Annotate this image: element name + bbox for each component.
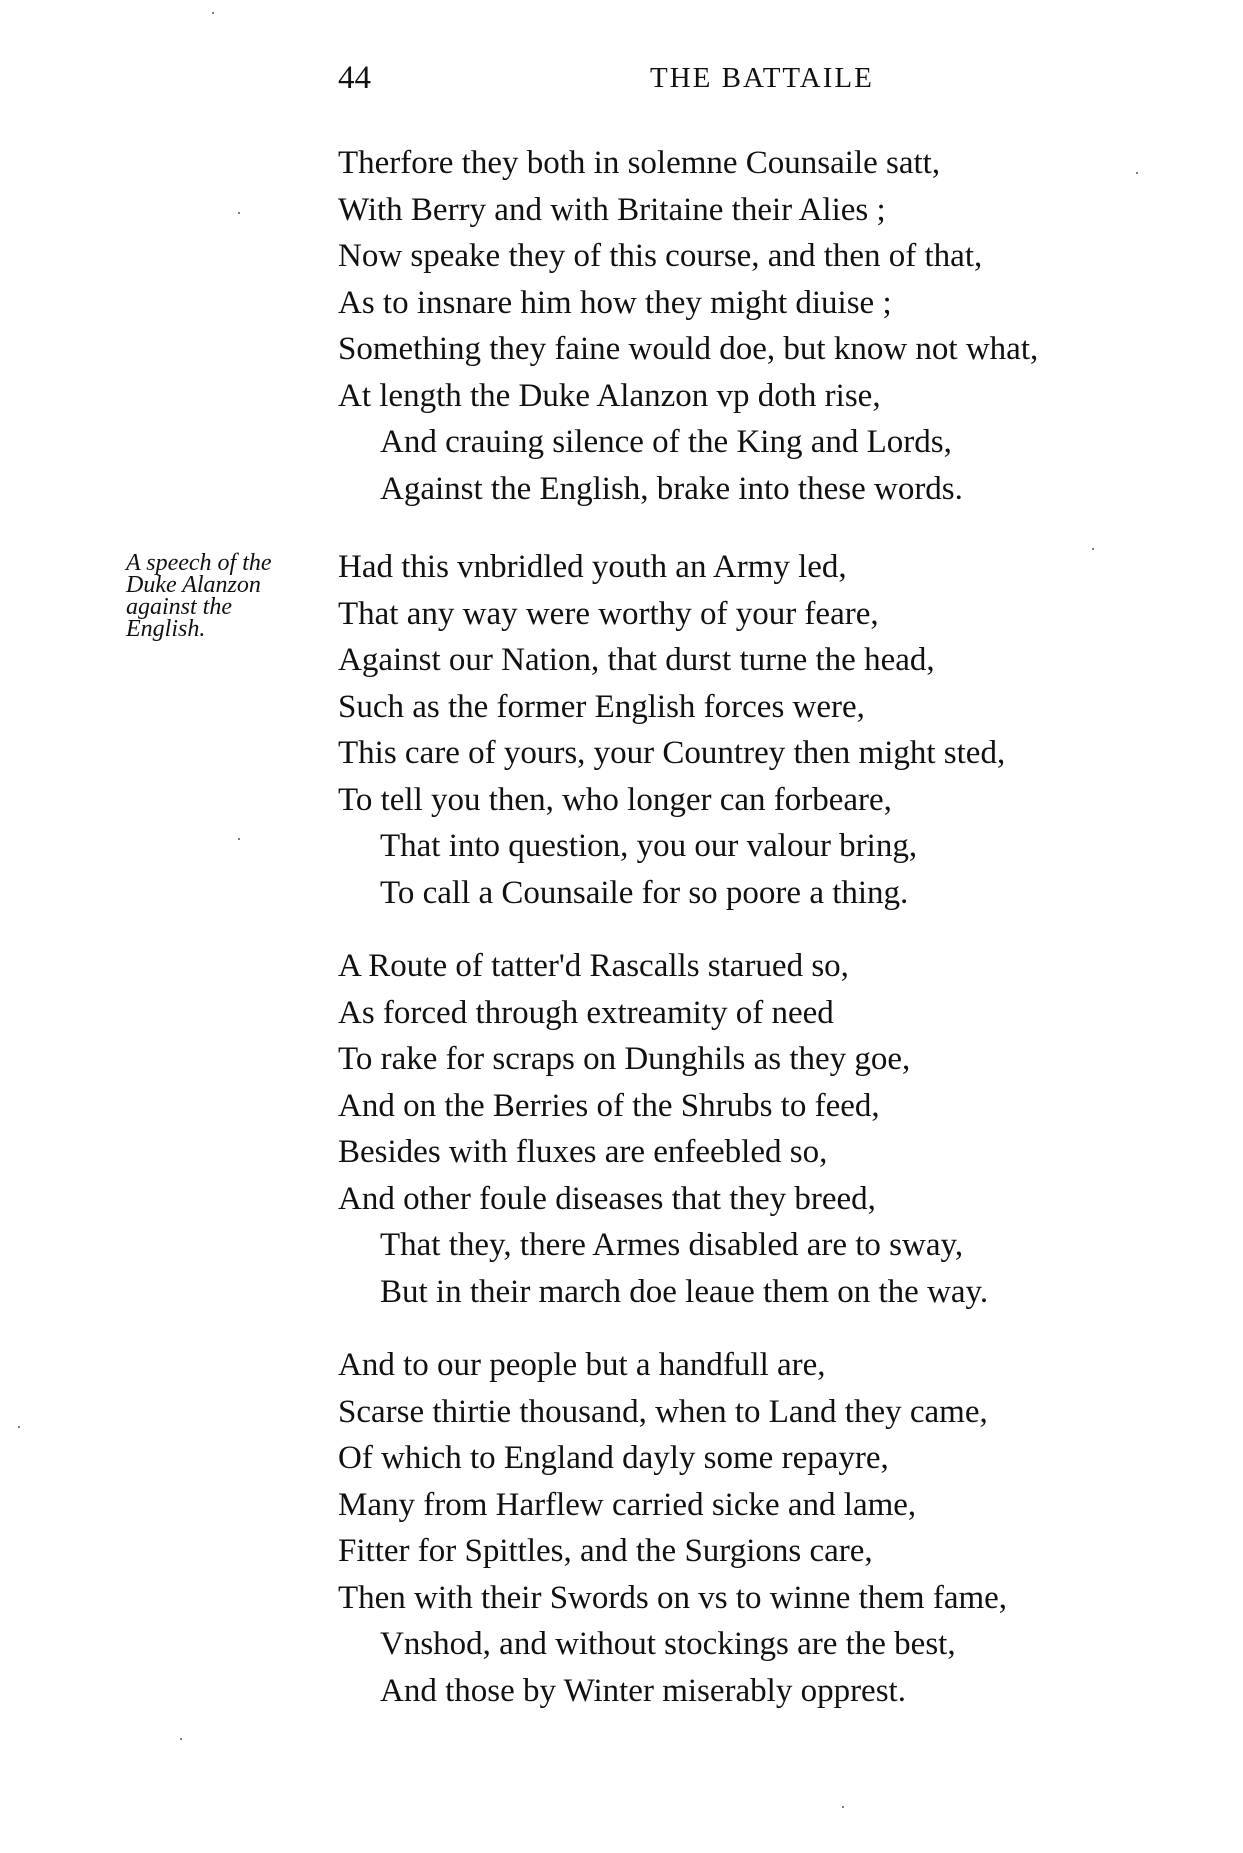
scan-speck (212, 12, 214, 14)
verse-line: With Berry and with Britaine their Alies ; (338, 191, 886, 228)
verse-line: Therfore they both in solemne Counsaile satt, (338, 145, 941, 181)
stanza-4 (338, 1342, 1007, 1714)
verse-line: Now speake they of this course, and then of that, (338, 238, 983, 274)
running-title: THE BATTAILE (650, 62, 874, 94)
stanza-1 (338, 140, 1038, 512)
verse-line: At length the Duke Alanzon vp doth rise, (338, 377, 881, 414)
verse-line: That any way were worthy of your feare, (338, 595, 879, 632)
verse-line: And on the Berries of the Shrubs to feed, (338, 1087, 880, 1124)
verse-line: As forced through extreamity of need (338, 994, 834, 1031)
scan-speck (238, 212, 240, 214)
scan-speck (180, 1738, 182, 1740)
page-number: 44 (338, 60, 371, 96)
marginal-note-line: A speech of the (126, 550, 272, 576)
verse-line-couplet: But in their march doe leaue them on the way. (380, 1273, 989, 1310)
verse-line-couplet: That into question, you our valour bring, (380, 828, 918, 864)
verse-line: Fitter for Spittles, and the Surgions care, (338, 1533, 873, 1569)
verse-line-couplet: Against the English, brake into these words. (380, 470, 963, 507)
scan-speck (1092, 548, 1094, 550)
verse-line: Of which to England dayly some repayre, (338, 1440, 889, 1476)
verse-line: As to insnare him how they might diuise ; (338, 284, 892, 321)
scan-speck (842, 1806, 844, 1808)
verse-line: Besides with fluxes are enfeebled so, (338, 1134, 828, 1170)
verse-line: And other foule diseases that they breed, (338, 1180, 876, 1217)
verse-line-couplet: And crauing silence of the King and Lords, (380, 424, 952, 460)
verse-line: Had this vnbridled youth an Army led, (338, 549, 847, 585)
stanza-3 (338, 943, 988, 1315)
stanza-2 (338, 544, 1005, 916)
verse-line: To rake for scraps on Dunghils as they goe, (338, 1041, 911, 1077)
verse-line: Scarse thirtie thousand, when to Land they came, (338, 1393, 988, 1430)
verse-line-couplet: That they, there Armes disabled are to sway, (380, 1227, 964, 1263)
verse-line: Something they faine would doe, but know not what, (338, 331, 1039, 367)
verse-line: To tell you then, who longer can forbeare, (338, 781, 892, 818)
verse-line: A Route of tatter'd Rascalls starued so, (338, 948, 849, 984)
marginal-note-line: Duke Alanzon (126, 572, 261, 598)
verse-line: Then with their Swords on vs to winne them fame, (338, 1579, 1008, 1616)
marginal-note (126, 552, 336, 640)
scan-speck (18, 1426, 20, 1428)
verse-line-couplet: To call a Counsaile for so poore a thing. (380, 874, 909, 911)
page-header (338, 58, 1198, 98)
verse-line: Against our Nation, that durst turne the head, (338, 642, 935, 678)
marginal-note-line: against the (126, 594, 232, 620)
verse-line-couplet: And those by Winter miserably opprest. (380, 1672, 906, 1709)
scan-speck (238, 838, 240, 840)
scan-speck (1136, 172, 1138, 174)
verse-line: Many from Harflew carried sicke and lame, (338, 1486, 917, 1523)
verse-line: This care of yours, your Countrey then might sted, (338, 735, 1006, 771)
verse-line: Such as the former English forces were, (338, 688, 865, 725)
verse-line-couplet: Vnshod, and without stockings are the best, (380, 1626, 956, 1662)
marginal-note-line: English. (126, 616, 206, 642)
verse-line: And to our people but a handfull are, (338, 1347, 826, 1383)
